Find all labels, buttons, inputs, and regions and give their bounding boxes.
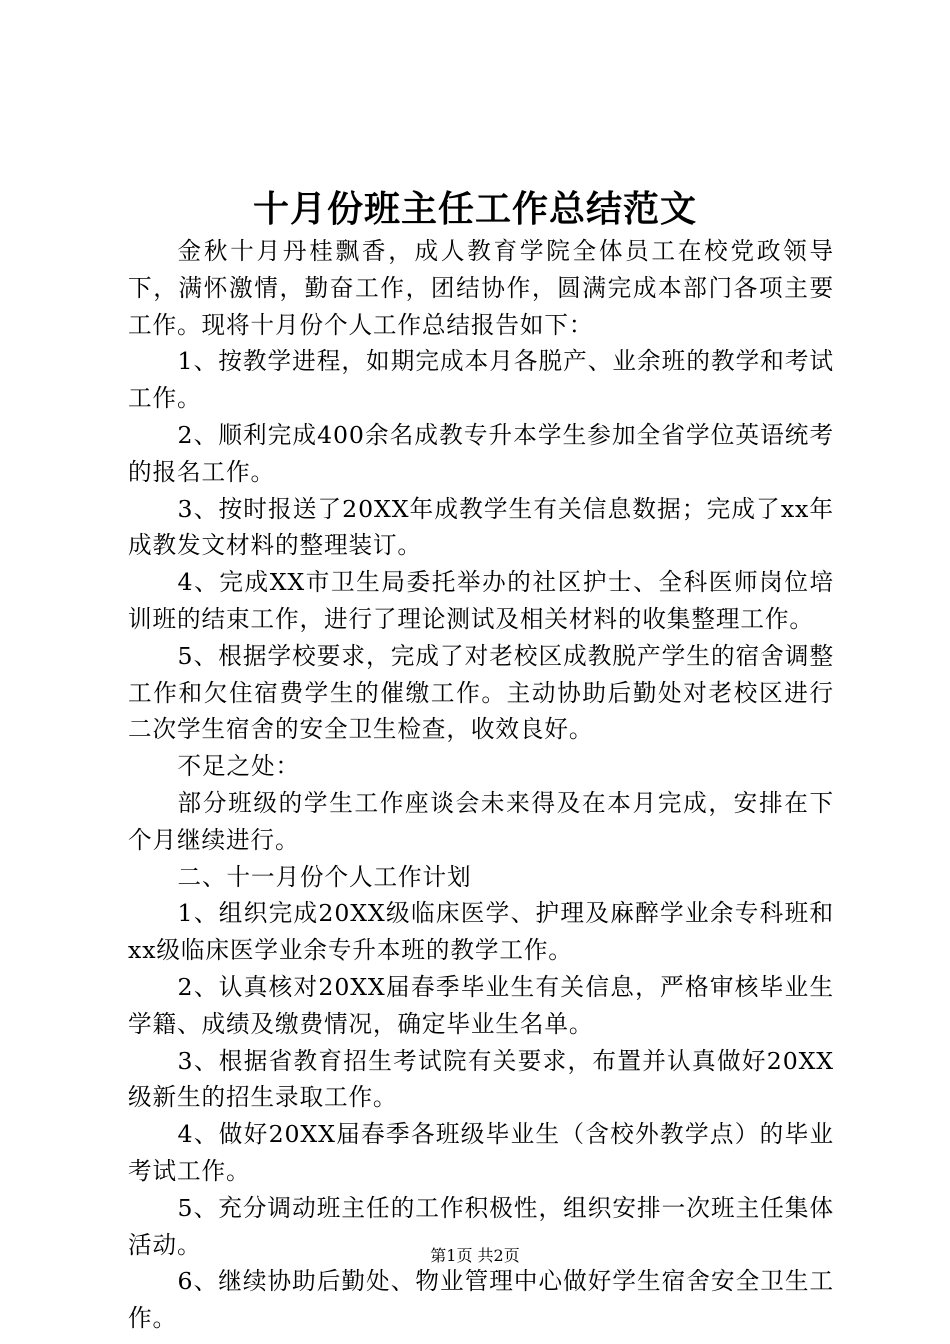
summary-item-1: 1、按教学进程，如期完成本月各脱产、业余班的教学和考试工作。 [128, 347, 834, 413]
document-body [128, 233, 834, 1337]
shortcomings-heading: 不足之处： [177, 752, 301, 781]
summary-item-3: 3、按时报送了20XX年成教学生有关信息数据；完成了xx年成教发文材料的整理装订。 [128, 494, 834, 560]
page-number-footer: 第1页 共2页 [430, 1246, 520, 1265]
summary-item-4: 4、完成XX市卫生局委托举办的社区护士、全科医师岗位培训班的结束工作，进行了理论测试及相关材料的收集整理工作。 [128, 568, 834, 633]
plan-item-1: 1、组织完成20XX级临床医学、护理及麻醉学业余专科班和xx级临床医学业余专升本班的教学工作。 [128, 899, 834, 965]
plan-item-5: 5、充分调动班主任的工作积极性，组织安排一次班主任集体活动。 [128, 1193, 834, 1259]
plan-item-6: 6、继续协助后勤处、物业管理中心做好学生宿舍安全卫生工作。 [128, 1267, 834, 1333]
plan-heading: 二、十一月份个人工作计划 [177, 862, 472, 891]
document-title: 十月份班主任工作总结范文 [252, 188, 697, 230]
summary-item-2: 2、顺利完成400余名成教专升本学生参加全省学位英语统考的报名工作。 [128, 420, 834, 486]
intro-paragraph: 金秋十月丹桂飘香，成人教育学院全体员工在校党政领导下，满怀激情，勤奋工作，团结协作，圆满完成本部门各项主要工作。现将十月份个人工作总结报告如下： [128, 237, 834, 339]
plan-item-4: 4、做好20XX届春季各班级毕业生（含校外教学点）的毕业考试工作。 [128, 1120, 834, 1185]
plan-item-3: 3、根据省教育招生考试院有关要求，布置并认真做好20XX级新生的招生录取工作。 [128, 1046, 834, 1112]
summary-item-5: 5、根据学校要求，完成了对老校区成教脱产学生的宿舍调整工作和欠住宿费学生的催缴工作。主动协助后勤处对老校区进行二次学生宿舍的安全卫生检查，收效良好。 [128, 641, 834, 744]
plan-item-2: 2、认真核对20XX届春季毕业生有关信息，严格审核毕业生学籍、成绩及缴费情况，确定毕业生名单。 [128, 972, 834, 1038]
shortcomings-paragraph: 部分班级的学生工作座谈会未来得及在本月完成，安排在下个月继续进行。 [128, 788, 834, 854]
